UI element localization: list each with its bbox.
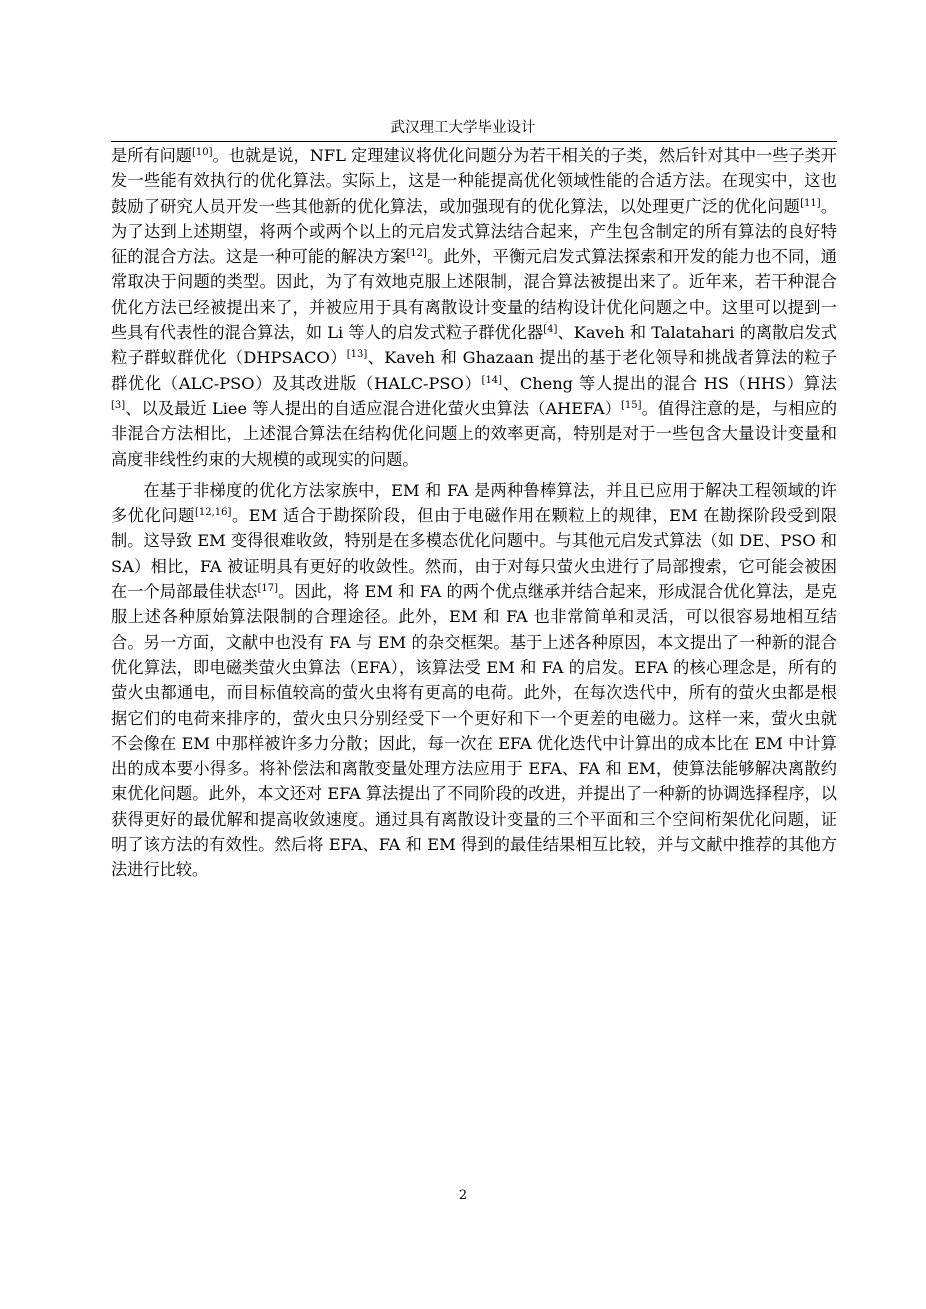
citation-ref: [17] [257,583,278,595]
citation-ref: [12] [406,248,427,260]
page-header: 武汉理工大学毕业设计 [390,120,536,136]
paragraph-text: 、Kaveh 和 Talatahari 的离散启发式粒子群蚁群优化（DHPSACO） [111,323,838,368]
paragraph-text: 。因此，将 EM 和 FA 的两个优点继承并结合起来，形成混合优化算法，是克服上述各种原始算法限制的合理途径。此外，EM 和 FA 也非常简单和灵活，可以很容易地相互结合。另一方面，文献中也没有 FA 与 EM 的杂交框架。基于上述各种原因，本文提出了一种新的混合优化算法，即电磁类萤火虫算法（EFA），该算法受 EM 和 FA 的启发。EFA 的核心理念是，所有的萤火虫都通电，而目标值较高的萤火虫将有更高的电荷。此外，在每次迭代中，所有的萤火虫都是根据它们的电荷来排序的，萤火虫只分别经受下一个更好和下一个更差的电磁力。这样一来，萤火虫就不会像在 EM 中那样被许多力分散；因此，每一次在 EFA 优化迭代中计算出的成本比在 EM 中计算出的成本要小得多。将补偿法和离散变量处理方法应用于 EFA、FA 和 EM，使算法能够解决离散约束优化问题。此外，本文还对 EFA 算法提出了不同阶段的改进，并提出了一种新的协调选择程序，以获得更好的最优解和提高收敛速度。通过具有离散设计变量的三个平面和三个空间桁架优化问题，证明了该方法的有效性。然后将 EFA、FA 和 EM 得到的最佳结果相互比较，并与文献中推荐的其他方法进行比较。 [111,582,837,880]
citation-ref: [3] [111,399,126,411]
paragraph-text: 。EM 适合于勘探阶段，但由于电磁作用在颗粒上的规律，EM 在勘探阶段受到限制。这导致 EM 变得很难收敛，特别是在多模态优化问题中。与其他元启发式算法（如 DE、PSO 和 SA）相比，FA 被证明具有更好的收敛性。然而，由于对每只萤火虫进行了局部搜索，它可能会被困在一个局部最佳状态 [111,506,838,602]
page-number: 2 [458,1188,468,1203]
paragraph [111,143,837,472]
citation-ref: [12,16] [194,507,232,519]
paragraph-text: 、Kaveh 和 Ghazaan 提出的基于老化领导和挑战者算法的粒子群优化（ALC-PSO）及其改进版（HALC-PSO） [111,348,837,393]
paragraph-text: 是所有问题 [111,146,192,165]
paragraph-text: 、以及最近 Liee 等人提出的自适应混合进化萤火虫算法（AHEFA） [125,398,622,418]
citation-ref: [10] [192,147,213,158]
citation-ref: [15] [621,399,642,411]
header-rule [111,141,837,142]
paragraph-text: 。值得注意的是，与相应的非混合方法相比，上述混合算法在结构优化问题上的效率更高，特别是对于一些包含大量设计变量和高度非线性约束的大规模的或现实的问题。 [111,398,838,469]
citation-ref: [4] [543,324,558,336]
citation-ref: [11] [800,197,821,209]
citation-ref: [13] [346,349,368,361]
document-body [111,143,837,883]
paragraph-text: 。为了达到上述期望，将两个或两个以上的元启发式算法结合起来，产生包含制定的所有算法的良好特征的混合方法。这是一种可能的解决方案 [111,196,837,267]
paragraph [111,478,837,883]
paragraph-text: 在基于非梯度的优化方法家族中，EM 和 FA 是两种鲁棒算法，并且已应用于解决工程领域的许多优化问题 [111,480,837,526]
paragraph-text: 。也就是说，NFL 定理建议将优化问题分为若干相关的子类，然后针对其中一些子类开发一些能有效执行的优化算法。实际上，这是一种能提高优化领域性能的合适方法。在现实中，这也鼓励了研究人员开发一些其他新的优化算法，或加强现有的优化算法，以处理更广泛的优化问题 [111,146,837,216]
citation-ref: [14] [481,374,503,386]
paragraph-text: 、Cheng 等人提出的混合 HS（HHS）算法 [502,373,837,393]
paragraph-text: 。此外，平衡元启发式算法探索和开发的能力也不同，通常取决于问题的类型。因此，为了有效地克服上述限制，混合算法被提出来了。近年来，若干种混合优化方法已经被提出来了，并被应用于具有离散设计变量的结构设计优化问题之中。这里可以提到一些具有代表性的混合算法，如 Li 等人的启发式粒子群优化器 [111,247,837,343]
